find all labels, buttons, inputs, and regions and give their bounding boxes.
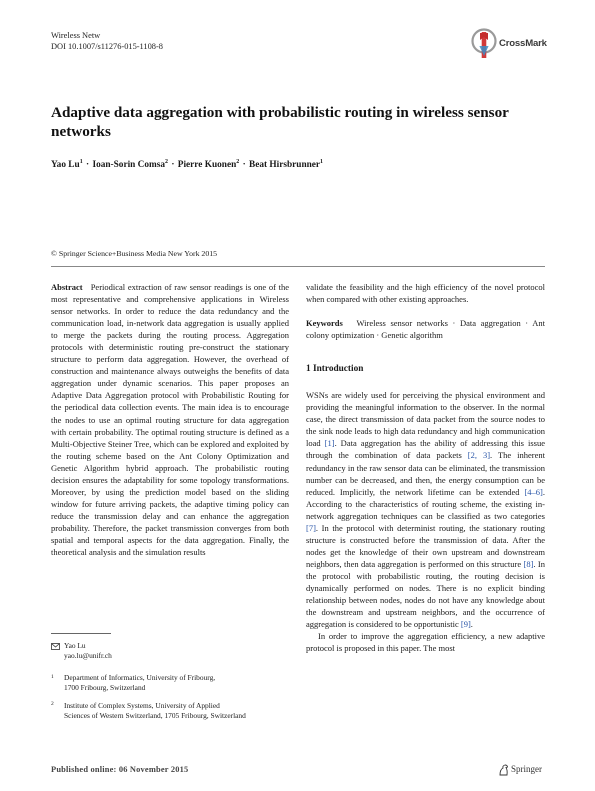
affiliation-2: Institute of Complex Systems, University of Applied — [64, 701, 220, 710]
intro-text: WSNs are widely used for perceiving the physical environment and providing the meaningful information to the observer. In the normal case, the direct transmission of data packet from the source nodes to the sink node leads to high data redundancy and high communication load — [306, 390, 545, 449]
affiliation-1-address: 1700 Fribourg, Switzerland — [64, 683, 146, 692]
crossmark-badge[interactable] — [471, 26, 551, 62]
section-heading: 1 Introduction — [306, 364, 364, 375]
author-list — [51, 156, 323, 171]
abstract-continuation: validate the feasibility and the high efficiency of the novel protocol when compared with other existing approaches. — [306, 282, 545, 305]
author-name[interactable]: Yao Lu — [51, 160, 80, 170]
contact-email[interactable]: yao.lu@unifr.ch — [64, 651, 112, 660]
author-separator: · — [171, 160, 175, 170]
citation-link[interactable]: [9] — [460, 619, 471, 630]
keywords-label: Keywords — [306, 318, 343, 329]
contact-name: Yao Lu — [64, 641, 86, 650]
author-name[interactable]: Ioan-Sorin Comsa — [92, 160, 166, 170]
affiliation-1: Department of Informatics, University of Fribourg, — [64, 673, 216, 682]
intro-text: . Data aggregation has the ability of addressing this issue through the combination of data packets — [306, 438, 545, 461]
author-name[interactable]: Pierre Kuonen — [177, 160, 237, 170]
crossmark-icon — [471, 28, 497, 60]
citation-link[interactable]: [7] — [306, 522, 316, 533]
abstract — [51, 281, 289, 558]
published-date: Published online: 06 November 2015 — [51, 765, 189, 774]
springer-wordmark: Springer — [511, 764, 542, 774]
affiliation-marker: 1 — [320, 159, 324, 165]
author-separator: · — [242, 160, 246, 170]
affiliation-number: 1 — [51, 674, 54, 680]
springer-logo — [498, 763, 558, 777]
affiliation-2-address: Sciences of Western Switzerland, 1705 Fribourg, Switzerland — [64, 711, 246, 720]
citation-link[interactable]: [4–6] — [524, 486, 543, 497]
intro-text: . The inherent redundancy in the raw sensor data can be eliminated, the transmission number can be decreased, and then, the energy consumption can be reduced. Implicitly, the network lifetime can be extended — [306, 450, 545, 497]
envelope-icon — [51, 643, 60, 650]
copyright-notice: © Springer Science+Business Media New York 2015 — [51, 249, 218, 258]
abstract-label: Abstract — [51, 282, 83, 292]
intro-text: . In the protocol with probabilistic routing, the routing decision is dynamically performed on nodes. There is no explicit binding relationship between nodes, nodes do not have any knowledge about the downstream and upstream neighbors, and the occurrence of aggregation is considered to be opportunistic — [306, 558, 545, 630]
affiliation-marker: 1 — [79, 159, 83, 165]
affiliation-marker: 2 — [236, 159, 240, 165]
citation-link[interactable]: [8] — [523, 558, 534, 569]
crossmark-label: CrossMark — [499, 38, 547, 49]
affiliation-marker: 2 — [165, 159, 169, 165]
citation-link[interactable]: [1] — [324, 438, 335, 449]
author-separator: · — [86, 160, 90, 170]
doi[interactable]: DOI 10.1007/s11276-015-1108-8 — [51, 42, 163, 51]
journal-name: Wireless Netw — [51, 31, 101, 40]
paper-title: Adaptive data aggregation with probabilistic routing in wireless sensor networks — [51, 104, 509, 140]
header-divider — [51, 266, 545, 267]
intro-text: . According to the characteristics of routing scheme, the existing in-network aggregation techniques can be classified as two categories — [306, 486, 545, 521]
intro-paragraph-2: In order to improve the aggregation efficiency, a new adaptive protocol is proposed in this paper. The most — [306, 631, 545, 654]
springer-horse-icon — [498, 764, 510, 776]
keywords-text: Wireless sensor networks · Data aggregation · Ant colony optimization · Genetic algorithm — [306, 318, 545, 341]
intro-text: . In the protocol with determinist routing, the stationary routing structure is constructed before the transmission of data. After the nodes get the knowledge of their own upstream and downstream neighbors, then data aggregation is performed on this structure — [306, 522, 545, 569]
citation-link[interactable]: [2, 3] — [467, 450, 491, 461]
author-name[interactable]: Beat Hirsbrunner — [249, 160, 321, 170]
right-column — [306, 281, 545, 654]
abstract-text: Periodical extraction of raw sensor readings is one of the most representative and comprehensive applications in Wireless sensor networks. In order to reduce the data redundancy and the communication load, in-network data aggregation is usually applied to merge the packets during the routing process. Aggregation protocols with deterministic routing pre-construct the stationary structure to perform data aggregation. However, the overhead of construction and maintenance always outweighs the benefits of data aggregation under dynamic scenarios. This paper proposes an Adaptive Data Aggregation protocol with Probabilistic Routing for the periodical data collection events. The main idea is to encourage the nodes to use an optimal routing structure for data aggregation with certain probability. The optimal routing structure is defined as a Multi-Objective Steiner Tree, which can be explored and exploited by the routing scheme based on the Ant Colony Optimization and Genetic Algorithm hybrid approach. The probabilistic routing decision ensures the adaptability for some topology transformations. Moreover, by using the prediction model based on the sliding window for future arriving packets, the adaptive timing policy can reduce the transmission delay and can enhance the aggregation probability. Therefore, the packet transmission converges from both spatial and temporal aspects for the data aggregation. Finally, the theoretical analysis and the simulation results — [51, 282, 289, 558]
affiliation-number: 2 — [51, 701, 54, 707]
keywords — [306, 317, 545, 341]
intro-paragraph — [306, 389, 545, 630]
intro-text: . — [470, 619, 473, 630]
abstract-column — [51, 281, 289, 558]
footnote-divider — [51, 633, 111, 634]
